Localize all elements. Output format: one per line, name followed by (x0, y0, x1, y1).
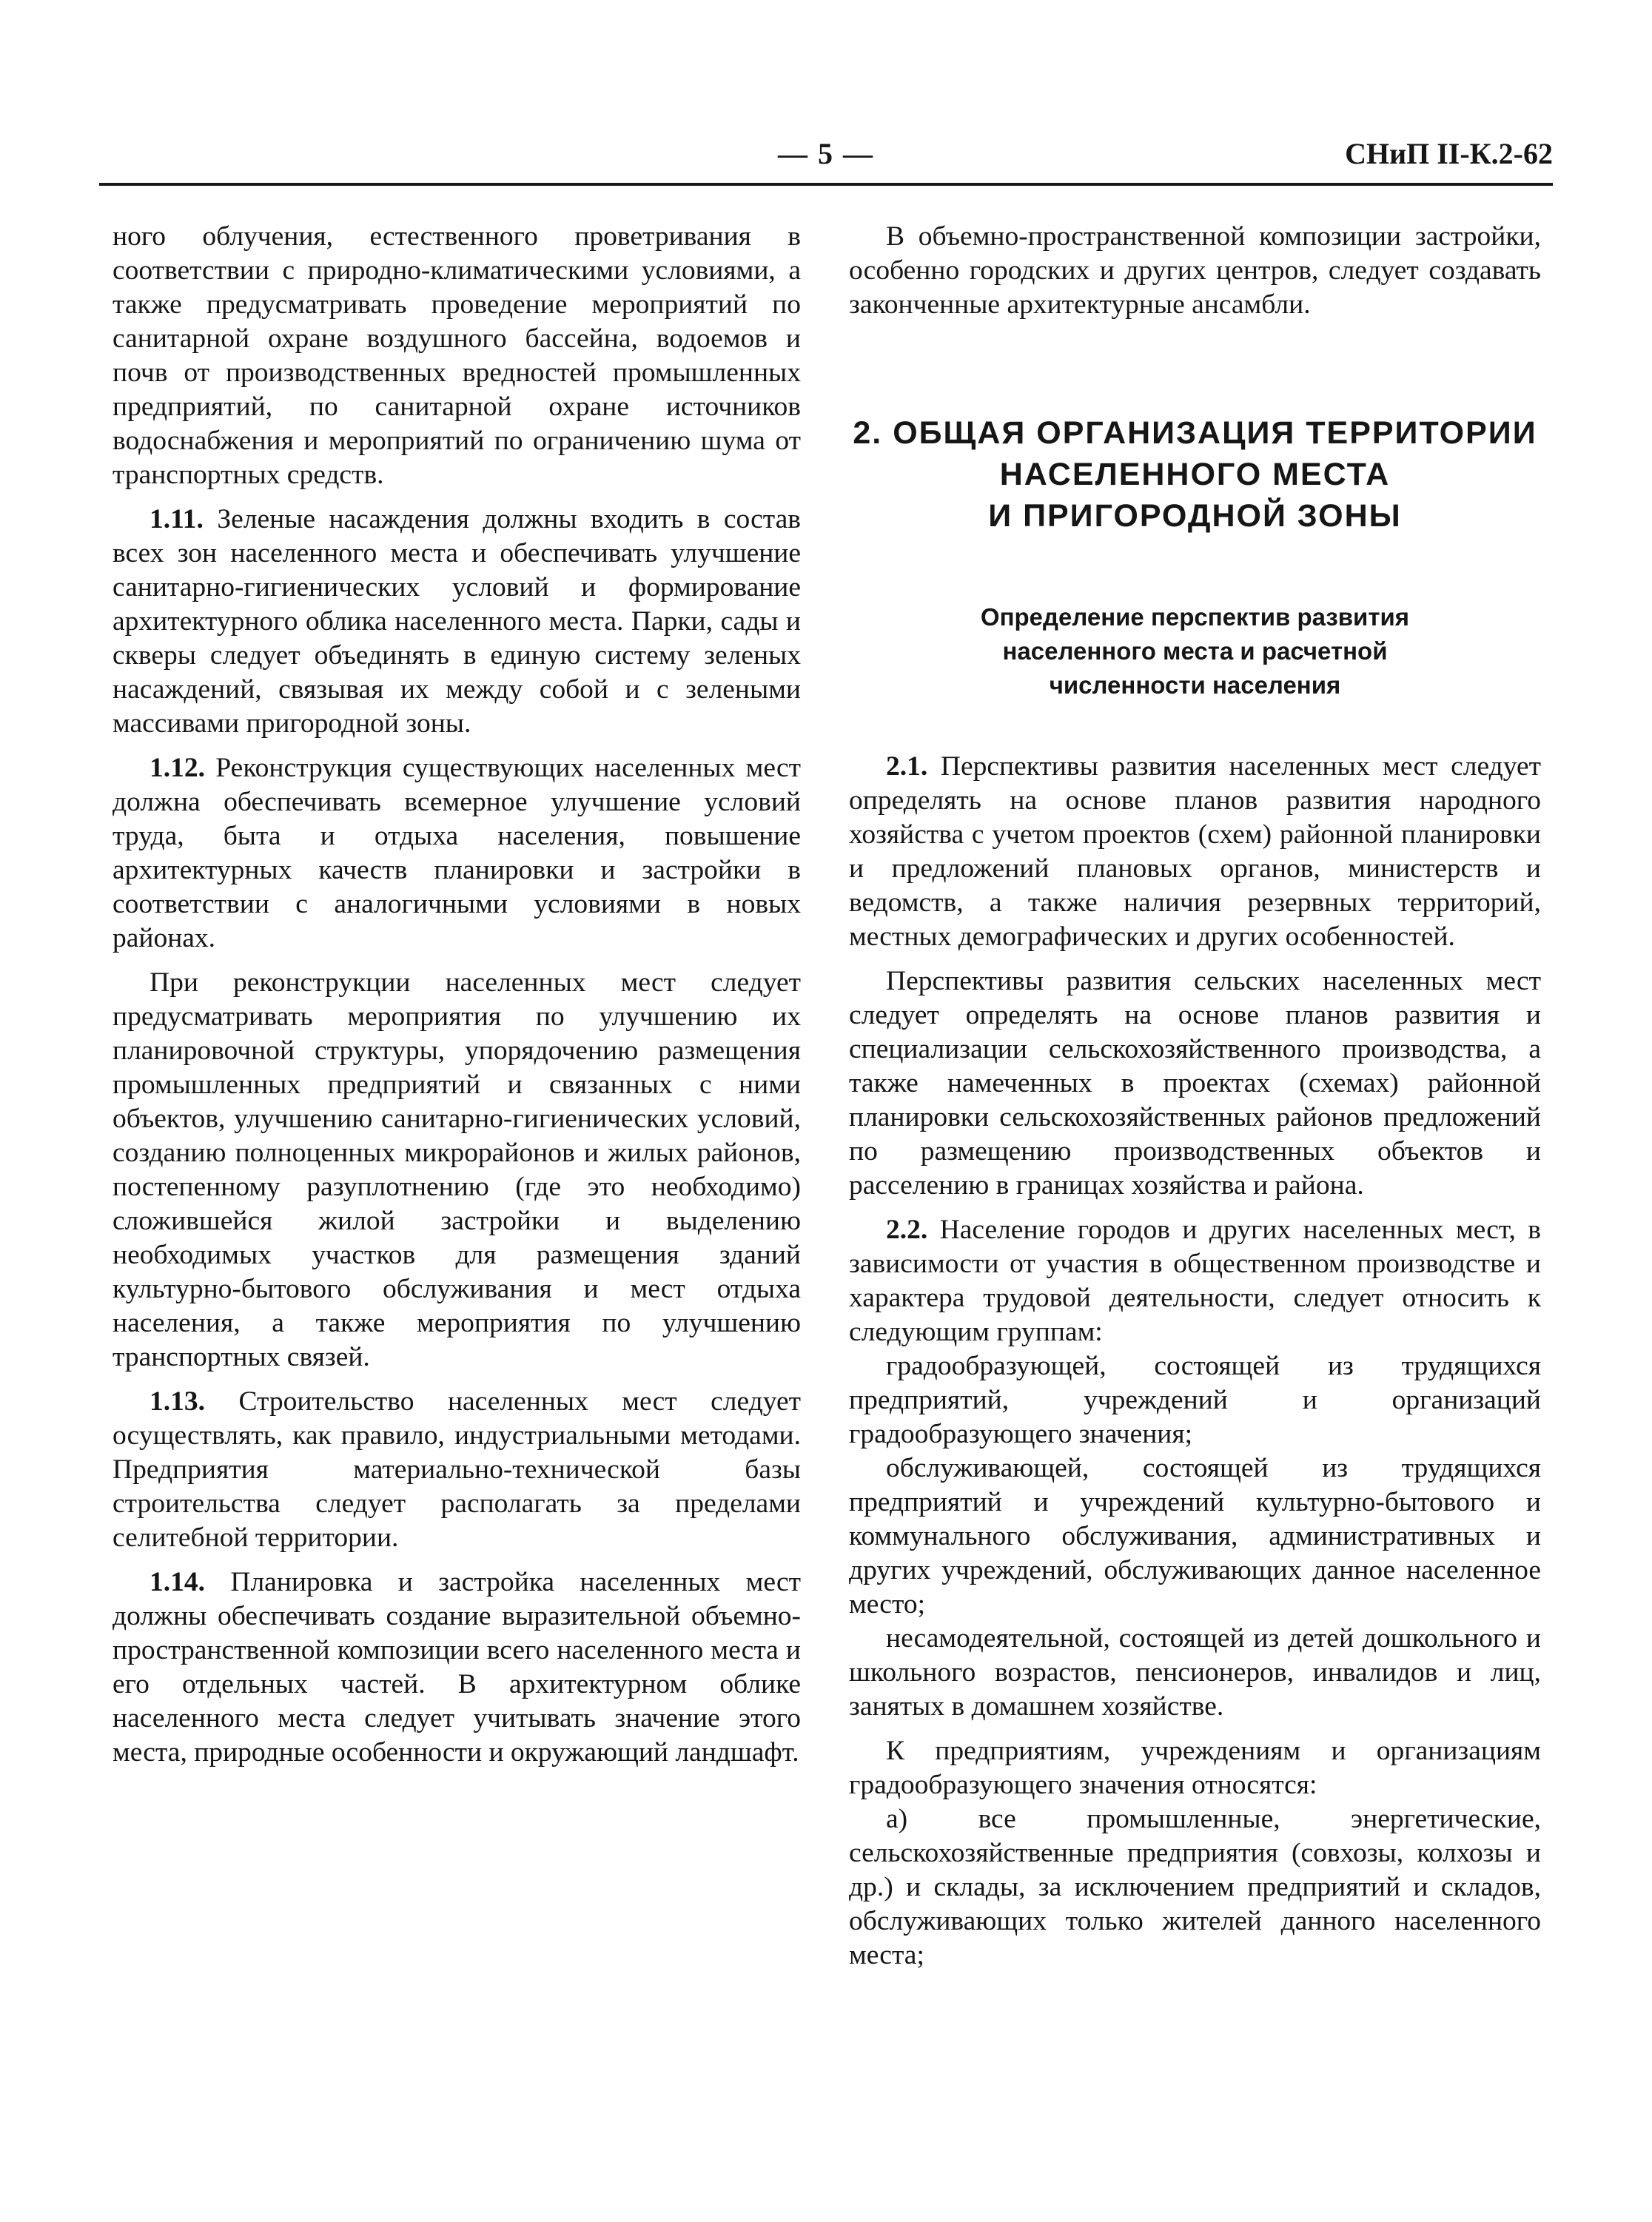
section-title-line-1: 2. ОБЩАЯ ОРГАНИЗАЦИЯ ТЕРРИТОРИИ (853, 415, 1537, 451)
clause-text: Перспективы развития населенных мест следует определять на основе планов развития народного хозяйства с учетом проектов (схем) районной планировки и предложений плановых органов, министерств и ведомств, а также наличия резервных территорий, местных демографических и других особенностей. (849, 751, 1541, 952)
paragraph-2-1 (849, 750, 1541, 954)
clause-number: 1.11. (150, 504, 204, 534)
clause-text: Население городов и других населенных мест, в зависимости от участия в общественном производстве и характера трудовой деятельности, следует относить к следующим группам: (849, 1215, 1541, 1347)
clause-text: Строительство населенных мест следует осуществлять, как правило, индустриальными методами. Предприятия материально-технической базы строительства следует располагать за пределами селитебной территории. (113, 1386, 801, 1553)
header-rule (99, 183, 1553, 186)
clause-number: 2.1. (886, 751, 928, 782)
paragraph-ensembles: В объемно-пространственной композиции застройки, особенно городских и других центров, следует создавать законченные архитектурные ансамбли. (849, 221, 1541, 320)
subsection-title-line-1: Определение перспектив развития (980, 603, 1410, 631)
clause-text: Планировка и застройка населенных мест должны обеспечивать создание выразительной объемно-пространственной композиции всего населенного места и его отдельных частей. В архитектурном облике населенного места следует учитывать значение этого места, природные особенности и окружающий ландшафт. (113, 1567, 801, 1768)
paragraph-1-14 (113, 1565, 801, 1770)
clause-number: 1.13. (150, 1386, 205, 1417)
right-column (849, 220, 1541, 1973)
group-city-forming: градообразующей, состоящей из трудящихся предприятий, учреждений и организаций градообразующего значения; (849, 1351, 1541, 1449)
subsection-title (849, 600, 1541, 702)
clause-text: Реконструкция существующих населенных мест должна обеспечивать всемерное улучшение условий труда, быта и отдыха населения, повышение архитектурных качеств планировки и застройки в соответствии с аналогичными условиями в новых районах. (113, 753, 801, 953)
clause-number: 1.12. (150, 753, 205, 783)
paragraph-1-12 (113, 751, 801, 956)
page-header (99, 136, 1553, 181)
paragraph-1-11 (113, 503, 801, 741)
paragraph-1-13 (113, 1385, 801, 1555)
list-item-a: а) все промышленные, энергетические, сельскохозяйственные предприятия (совхозы, колхозы и др.) и склады, за исключением предприятий и складов, обслуживающих только жителей данного населенного места; (849, 1804, 1541, 1970)
subsection-title-line-3: численности населения (1049, 671, 1341, 699)
paragraph-2-2 (849, 1213, 1541, 1349)
paragraph-reconstruction: При реконструкции населенных мест следует предусматривать мероприятия по улучшению их планировочной структуры, упорядочению размещения промышленных предприятий и связанных с ними объектов, улучшению санитарно-гигиенических условий, созданию полноценных микрорайонов и жилых районов, постепенному разуплотнению (где это необходимо) сложившейся жилой застройки и выделению необходимых участков для размещения зданий культурно-бытового обслуживания и мест отдыха населения, а также мероприятия по улучшению транспортных связей. (113, 967, 801, 1372)
section-title-line-3: И ПРИГОРОДНОЙ ЗОНЫ (988, 498, 1402, 534)
page-number: — 5 — (778, 137, 874, 170)
paragraph-enterprises: К предприятиям, учреждениям и организациям градообразующего значения относятся: (849, 1736, 1541, 1800)
clause-text: Зеленые насаждения должны входить в состав всех зон населенного места и обеспечивать улучшение санитарно-гигиенических условий и формирование архитектурного облика населенного места. Парки, сады и скверы следует объединять в единую систему зеленых насаждений, связывая их между собой и с зелеными массивами пригородной зоны. (113, 504, 801, 739)
clause-number: 1.14. (150, 1567, 205, 1597)
subsection-title-line-2: населенного места и расчетной (1002, 637, 1388, 665)
clause-number: 2.2. (886, 1215, 928, 1245)
document-code: СНиП II-К.2-62 (1345, 137, 1553, 170)
group-dependent: несамодеятельной, состоящей из детей дошкольного и школьного возрастов, пенсионеров, инвалидов и лиц, занятых в домашнем хозяйстве. (849, 1623, 1541, 1722)
paragraph-rural: Перспективы развития сельских населенных мест следует определять на основе планов развития и специализации сельскохозяйственного производства, а также намеченных в проектах (схемах) районной планировки сельскохозяйственных районов предложений по размещению производственных объектов и расселению в границах хозяйства и района. (849, 966, 1541, 1201)
section-title-line-2: НАСЕЛЕННОГО МЕСТА (999, 457, 1391, 492)
paragraph-continued: ного облучения, естественного проветривания в соответствии с природно-климатическими условиями, а также предусматривать проведение мероприятий по санитарной охране воздушного бассейна, водоемов и почв от производственных вредностей промышленных предприятий, по санитарной охране источников водоснабжения и мероприятий по ограничению шума от транспортных средств. (113, 221, 801, 490)
section-title (849, 412, 1541, 537)
group-serving: обслуживающей, состоящей из трудящихся предприятий и учреждений культурно-бытового и коммунального обслуживания, административных и других учреждений, обслуживающих данное населенное место; (849, 1453, 1541, 1619)
left-column (113, 220, 801, 1770)
